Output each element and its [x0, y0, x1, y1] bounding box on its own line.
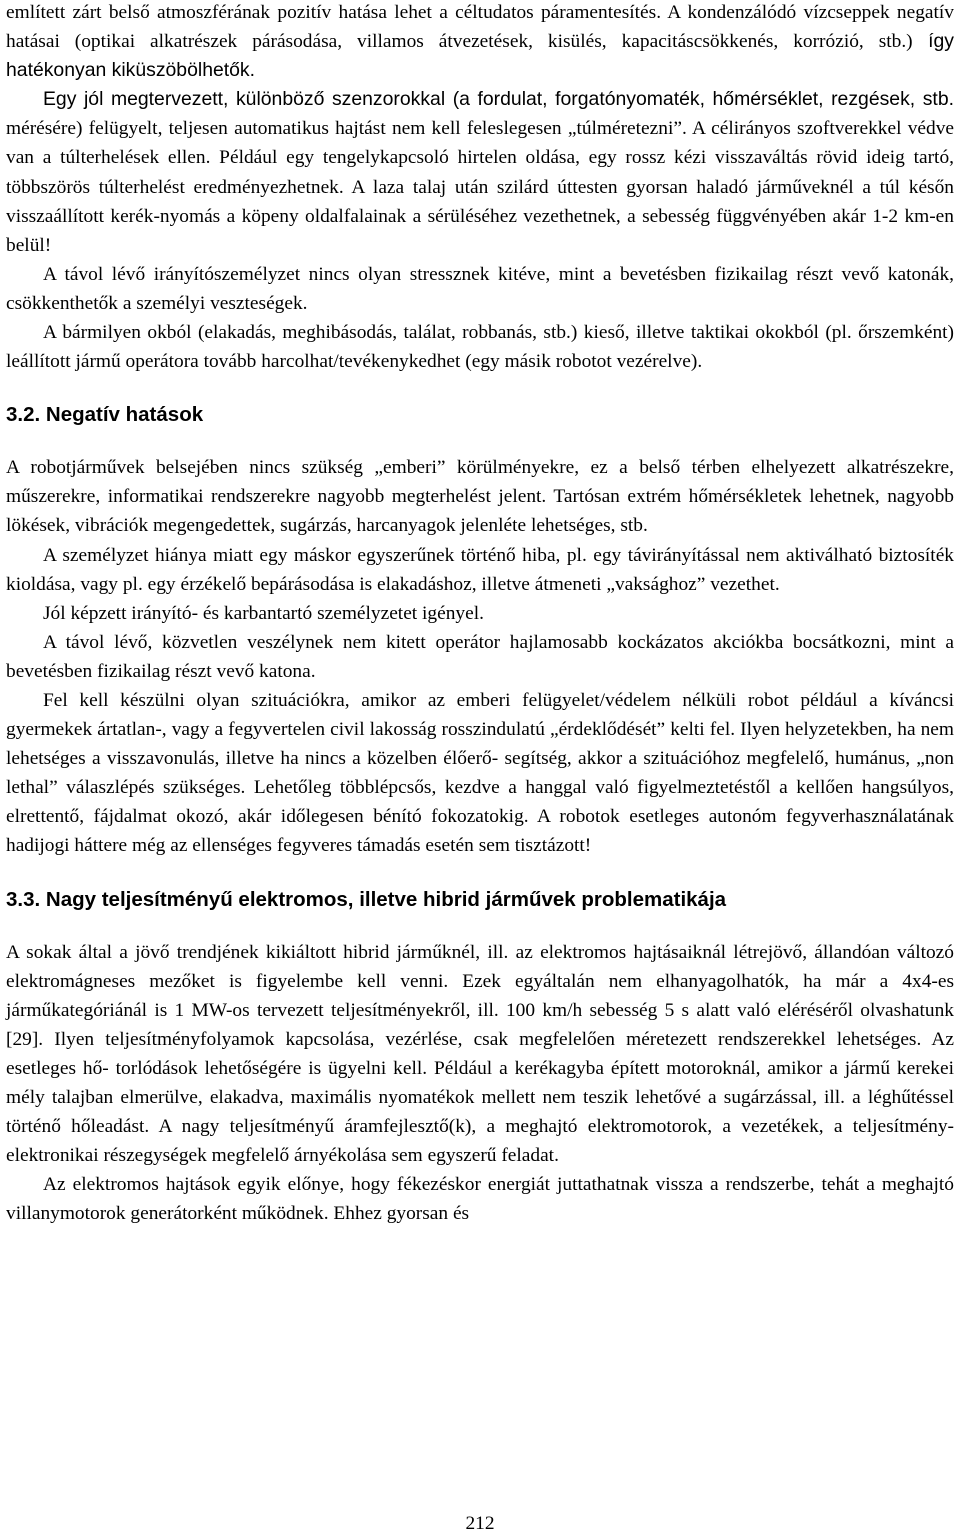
paragraph: Fel kell készülni olyan szituációkra, amikor az emberi felügyelet/védelem nélküli robot például a kíváncsi gyermekek ártatlan-, vagy a fegyvertelen civil lakosság rosszindulatú „érdeklődését” kelti fel. Ilyen helyzetekben, ha nem lehetséges a visszavonulás, illetve ha nincs a közelben élőerő- segítség, akkor a szituációhoz megfelelő, humánus, „non lethal” válaszlépés szükséges. Lehetőleg többlépcsős, kezdve a hanggal való figyelmeztetéstől a kellően hangsúlyos, elrettentő, fájdalmat okozó, akár időlegesen bénító fokozatokig. A robotok esetleges autonóm fegyverhasználatának hadijogi háttere még az ellenséges fegyveres támadás esetén sem tisztázott! — [6, 689, 954, 857]
section-heading: 3.3. Nagy teljesítményű elektromos, illetve hibrid járművek problematikája — [6, 887, 727, 911]
text-run: Egy jól megtervezett, különböző szenzorokkal (a fordulat, forgatónyomaték, hőmérséklet, rezgések, stb. — [43, 88, 954, 111]
document-page — [6, 0, 954, 1228]
text-run: említett zárt belső atmoszférának pozitív hatása lehet a céltudatos páramentesítés. A kondenzálódó vízcseppek negatív hatásai (optikai alkatrészek párásodása, villamos átvezetések, kisülés, kapacitáscsökkenés, korrózió, stb.) — [6, 2, 954, 53]
paragraph: A távol lévő irányítószemélyzet nincs olyan stressznek kitéve, mint a bevetésben fizikailag részt vevő katonák, csökkenthetők a személyi veszteségek. — [6, 263, 954, 314]
paragraph — [6, 0, 954, 85]
paragraph: Jól képzett irányító- és karbantartó személyzetet igényel. — [43, 602, 484, 624]
paragraph: A bármilyen okból (elakadás, meghibásodás, találat, robbanás, stb.) kieső, illetve taktikai okokból (pl. őrszemként) leállított jármű operátora tovább harcolhat/tevékenykedhet (egy másik robotot vezérelve). — [6, 322, 954, 373]
text-run: Például egy tengelykapcsoló hirtelen oldása, egy rossz kézi visszaváltás rövid ideig tartó, többszörös túlterhelést eredményezhetnek. A laza talaj után szilárd úttesten gyorsan haladó járműveknél a túl későn visszaállított kerék-nyomás a köpeny oldalfalainak a sérüléséhez vezethetnek, a sebesség függvényében akár 1-2 km-en belül! — [6, 147, 954, 256]
text-run: mérésére) felügyelt, teljesen automatikus hajtást nem kell feleslegesen „túlméretezni”. A célirányos szoftverekkel védve van a túlterhelések ellen. — [6, 118, 954, 169]
paragraph: A távol lévő, közvetlen veszélynek nem kitett operátor hajlamosabb kockázatos akciókba bocsátkozni, mint a bevetésben fizikailag részt vevő katona. — [6, 631, 954, 682]
paragraph: A robotjárművek belsejében nincs szükség „emberi” körülményekre, ez a belső térben elhelyezett alkatrészekre, műszerekre, informatikai rendszerekre nagyobb megterhelést jelent. Tartósan extrém hőmérsékletek lehetnek, nagyobb lökések, vibrációk megengedettek, sugárzás, harcanyagok jelenléte lehetséges, stb. — [6, 457, 954, 537]
page-number: 212 — [465, 1513, 495, 1534]
text-run: így hatékonyan kiküszöbölhetők. — [6, 30, 954, 82]
paragraph: Az elektromos hajtások egyik előnye, hogy fékezéskor energiát juttathatnak vissza a rendszerbe, tehát a meghajtó villanymotorok generátorként működnek. Ehhez gyorsan és — [6, 1174, 954, 1225]
section-heading: 3.2. Negatív hatások — [6, 403, 204, 427]
paragraph — [6, 85, 954, 260]
paragraph: A sokak által a jövő trendjének kikiáltott hibrid járműknél, ill. az elektromos hajtásaiknál létrejövő, állandóan változó elektromágneses mezőket is figyelembe kell venni. Ezek egyáltalán nem elhanyagolhatók, ha már a 4x4-es járműkategóriánál is 1 MW-os tervezett teljesítményekről, ill. 100 km/h sebesség 5 s alatt való eléréséről olvashatunk [29]. Ilyen teljesítményfolyamok kapcsolása, vezérlése, csak megfelelően méretezett rendszerekkel lehetséges. Az esetleges hő- torlódások lehetőségére is ügyelni kell. Például a kerékagyba épített motoroknál, amikor a jármű kerekei mély talajban elmerülve, elakadva, maximális nyomatékok mellett nem teszik lehetővé a sugárzással, ill. a léghűtéssel történő hőleadást. A nagy teljesítményű áramfejlesztő(k), a meghajtó elektromotorok, a vezetékek, a teljesítmény-elektronikai részegységek megfelelő árnyékolása sem egyszerű feladat. — [6, 941, 954, 1167]
paragraph: A személyzet hiánya miatt egy máskor egyszerűnek történő hiba, pl. egy távirányítással nem aktiválható biztosíték kioldása, vagy pl. egy érzékelő bepárásodása is elakadáshoz, illetve átmeneti „vaksághoz” vezethet. — [6, 544, 954, 595]
